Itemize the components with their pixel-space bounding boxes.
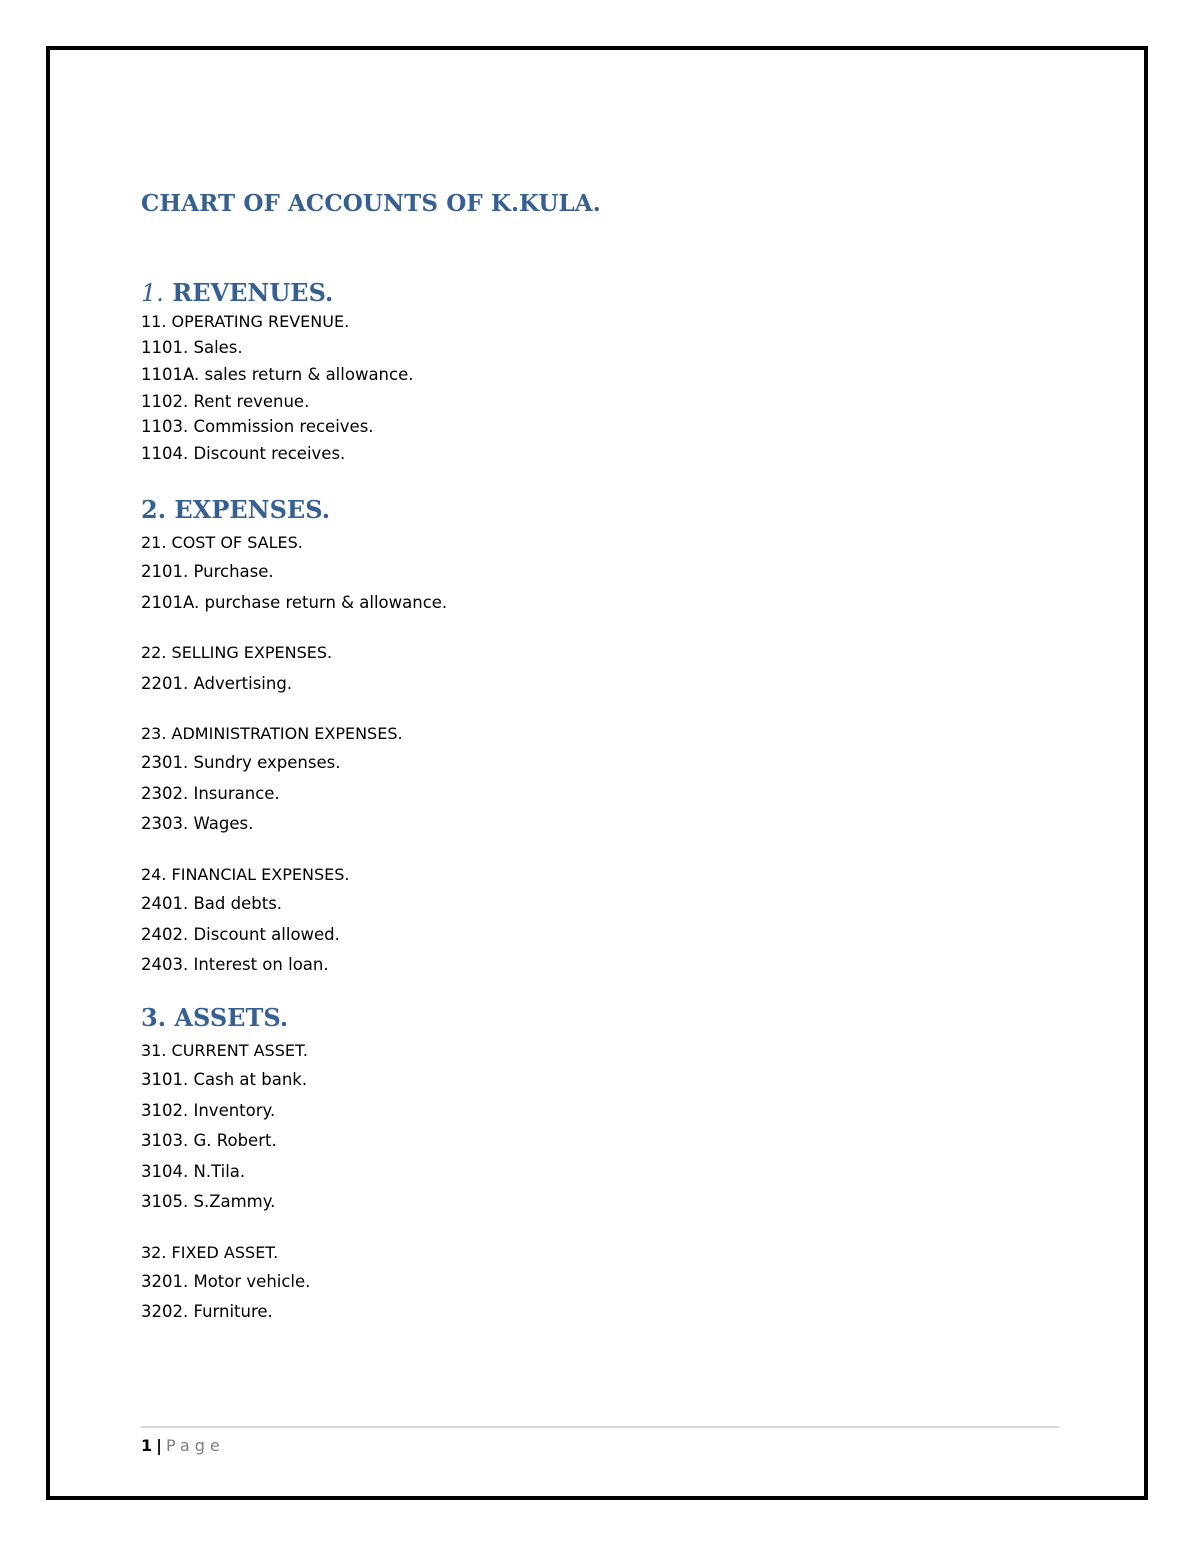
account-line: 3104. N.Tila.	[141, 1162, 246, 1181]
account-line: 2401. Bad debts.	[141, 894, 283, 913]
account-group-line: 11. OPERATING REVENUE.	[141, 312, 350, 331]
account-line: 2302. Insurance.	[141, 784, 280, 803]
account-line: 3201. Motor vehicle.	[141, 1272, 311, 1291]
account-line: 3101. Cash at bank.	[141, 1070, 308, 1089]
document-title: CHART OF ACCOUNTS OF K.KULA.	[141, 190, 601, 217]
account-group-line: 22. SELLING EXPENSES.	[141, 643, 333, 662]
account-line: 1101A. sales return & allowance.	[141, 365, 414, 384]
section-heading-assets: 3. ASSETS.	[141, 1003, 289, 1032]
account-line: 2201. Advertising.	[141, 674, 293, 693]
account-group-line: 24. FINANCIAL EXPENSES.	[141, 865, 350, 884]
account-line: 1101. Sales.	[141, 338, 243, 357]
section-heading-expenses: 2. EXPENSES.	[141, 495, 331, 524]
account-group-line: 32. FIXED ASSET.	[141, 1243, 279, 1262]
account-group-line: 21. COST OF SALES.	[141, 533, 303, 552]
footer-separator: |	[156, 1436, 162, 1455]
account-line: 1103. Commission receives.	[141, 417, 374, 436]
section-heading-revenues	[141, 278, 333, 307]
section-label-revenues: REVENUES.	[172, 278, 334, 307]
account-line: 2403. Interest on loan.	[141, 955, 329, 974]
account-line: 2402. Discount allowed.	[141, 925, 340, 944]
page-number: 1	[141, 1436, 153, 1455]
account-line: 3105. S.Zammy.	[141, 1192, 276, 1211]
footer-rule	[141, 1426, 1059, 1428]
account-group-line: 31. CURRENT ASSET.	[141, 1041, 308, 1060]
account-group-line: 23. ADMINISTRATION EXPENSES.	[141, 724, 403, 743]
account-line: 3103. G. Robert.	[141, 1131, 277, 1150]
account-line: 1104. Discount receives.	[141, 444, 346, 463]
account-line: 3202. Furniture.	[141, 1302, 273, 1321]
account-line: 2301. Sundry expenses.	[141, 753, 341, 772]
account-line: 3102. Inventory.	[141, 1101, 276, 1120]
account-line: 2101. Purchase.	[141, 562, 274, 581]
section-number-revenues: 1.	[141, 279, 164, 307]
account-line: 1102. Rent revenue.	[141, 392, 310, 411]
account-line: 2303. Wages.	[141, 814, 254, 833]
account-line: 2101A. purchase return & allowance.	[141, 593, 448, 612]
page-footer	[141, 1436, 225, 1455]
page-label: Page	[165, 1436, 225, 1455]
